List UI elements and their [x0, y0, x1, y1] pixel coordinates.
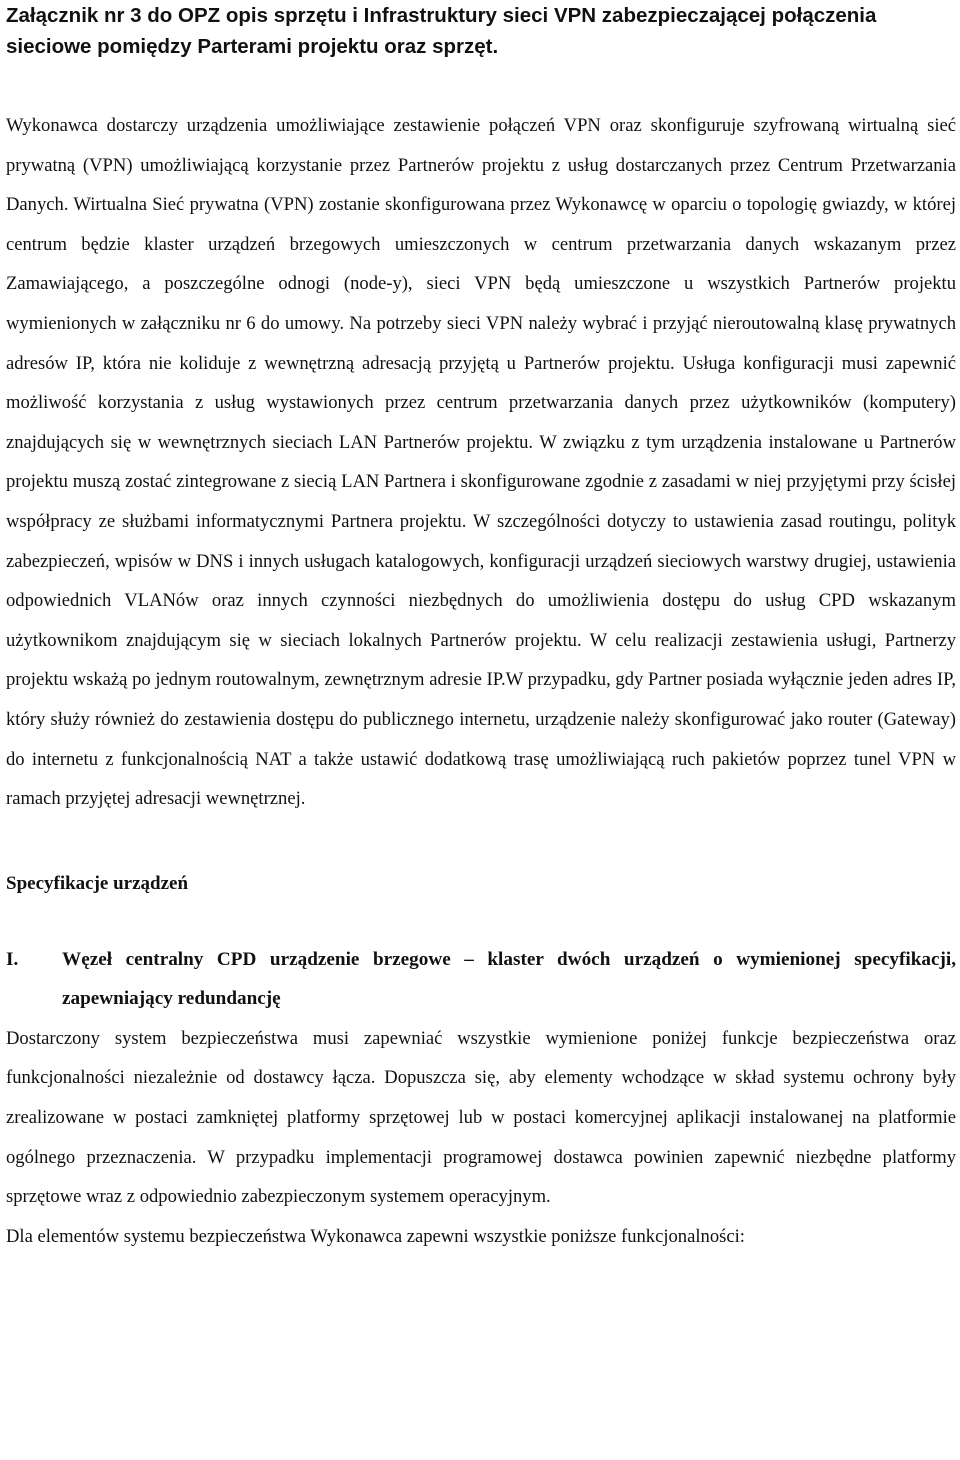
paragraph-vpn-description: Wykonawca dostarczy urządzenia umożliwiające zestawienie połączeń VPN oraz skonfiguruje szyfrowaną wirtualną sieć prywatną (VPN) umożliwiającą korzystanie przez Partnerów projektu z usług dostarczanych przez Centrum Przetwarzania Danych. Wirtualna Sieć prywatna (VPN) zostanie skonfigurowana przez Wykonawcę w oparciu o topologię gwiazdy, w której centrum będzie klaster urządzeń brzegowych umieszczonych w centrum przetwarzania danych wskazanym przez Zamawiającego, a poszczególne odnogi (node-y), sieci VPN będą umieszczone u wszystkich Partnerów projektu wymienionych w załączniku nr 6 do umowy. Na potrzeby sieci VPN należy wybrać i przyjąć nieroutowalną klasę prywatnych adresów IP, która nie koliduje z wewnętrzną adresacją przyjętą u Partnerów projektu. Usługa konfiguracji musi zapewnić możliwość korzystania z usług wystawionych przez centrum przetwarzania danych przez użytkowników (komputery) znajdujących się w wewnętrznych sieciach LAN Partnerów projektu. W związku z tym urządzenia instalowane u Partnerów projektu muszą zostać zintegrowane z siecią LAN Partnera i skonfigurowane zgodnie z zasadami w niej przyjętymi przy ścisłej współpracy ze służbami informatycznymi Partnera projektu. W szczególności dotyczy to ustawienia zasad routingu, polityk zabezpieczeń, wpisów w DNS i innych usługach katalogowych, konfiguracji urządzeń sieciowych warstwy drugiej, ustawienia odpowiednich VLANów oraz innych czynności niezbędnych do umożliwienia dostępu do usług CPD wskazanym użytkownikom znajdującym się w sieciach lokalnych Partnerów projektu. W celu realizacji zestawienia usługi, Partnerzy projektu wskażą po jednym routowalnym, zewnętrznym adresie IP.W przypadku, gdy Partner posiada wyłącznie jeden adres IP, który służy również do zestawienia dostępu do publicznego internetu, urządzenie należy skonfigurować jako router (Gateway) do internetu z funkcjonalnością NAT a także ustawić dodatkową trasę umożliwiającą ruch pakietów poprzez tunel VPN w ramach przyjętej adresacji wewnętrznej.	[6, 115, 956, 810]
heading-specifications: Specyfikacje urządzeń	[6, 872, 189, 894]
document-title: Załącznik nr 3 do OPZ opis sprzętu i Infrastruktury sieci VPN zabezpieczającej połączenia sieciowe pomiędzy Parterami projektu oraz sprzęt.	[6, 4, 877, 58]
section-heading-central-node	[6, 940, 956, 1019]
paragraph-functionalities-intro: Dla elementów systemu bezpieczeństwa Wykonawca zapewni wszystkie poniższe funkcjonalności:	[6, 1225, 745, 1247]
section-number: I.	[6, 948, 19, 970]
section-title: Węzeł centralny CPD urządzenie brzegowe – klaster dwóch urządzeń o wymienionej specyfikacji, zapewniający redundancję	[62, 948, 956, 1010]
paragraph-security-system: Dostarczony system bezpieczeństwa musi zapewniać wszystkie wymienione poniżej funkcje bezpieczeństwa oraz funkcjonalności niezależnie od dostawcy łącza. Dopuszcza się, aby elementy wchodzące w skład systemu ochrony były zrealizowane w postaci zamkniętej platformy sprzętowej lub w postaci komercyjnej aplikacji instalowanej na platformie ogólnego przeznaczenia. W przypadku implementacji programowej dostawca powinien zapewnić niezbędne platformy sprzętowe wraz z odpowiednio zabezpieczonym systemem operacyjnym.	[6, 1027, 956, 1208]
document-page	[6, 0, 956, 1256]
